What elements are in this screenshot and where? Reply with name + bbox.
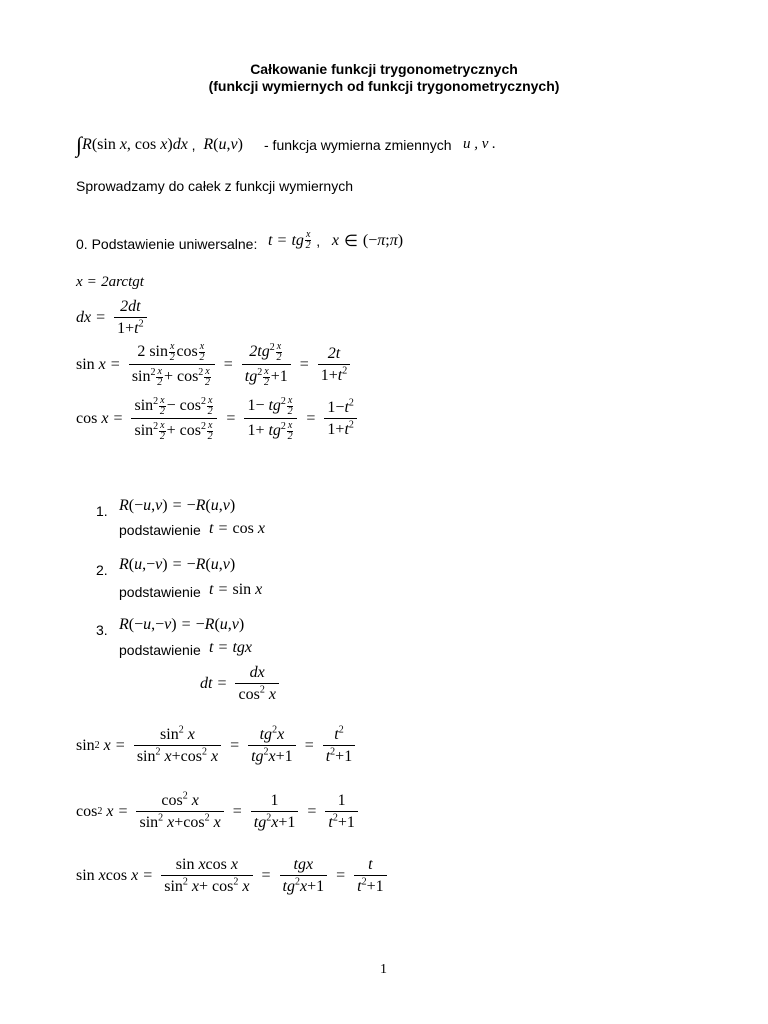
case1-sub-label: podstawienie — [119, 522, 201, 538]
case2-substitution: t = sin x — [209, 581, 263, 598]
case3-sub-label: podstawienie — [119, 642, 201, 658]
cos2x-formula: cos 2 x = $\frac{\cos^2 x}{\sin^2 x+\cos^2 x}$ = $\frac{1}{tg^2x+1}$ = $\frac{1}{t^2+1}$ — [76, 792, 362, 833]
sinx-formula: sin x = 2 sin $\frac{x}{2}$ cos $\frac{x}{2}$ $\sin^2$ $\frac{x}{2}$ + $\cos^2$ $\frac{x}{2}$ = $2tg^2$ $\frac{x}{2}$ $tg^2$ $\frac{x}{2}$ +1 = $\frac{2t}{1+t^2}$ — [76, 342, 354, 388]
case1-substitution: t = cos x — [209, 520, 265, 537]
universal-substitution: t = tg x 2 , x ∈ ( − π ; π ) — [268, 229, 404, 251]
x-arctg: x = 2arctgt — [76, 274, 144, 290]
dx-formula: dx = $\frac{2dt}{1+t^2}$ — [76, 298, 151, 339]
intro-vars: u , v . — [463, 136, 496, 152]
item0-label: 0. Podstawienie uniwersalne: — [76, 236, 258, 252]
case1-number: 1. — [96, 503, 108, 519]
page-number: 1 — [380, 962, 387, 977]
intro-text: - funkcja wymierna zmiennych — [264, 137, 452, 153]
integral-expression: ∫ R (sin x , cos x ) dx , R ( u , v ) — [76, 132, 243, 157]
case2-condition: R ( u ,− v ) = − R ( u , v ) — [119, 556, 236, 573]
sin2x-formula: sin 2 x = $\frac{\sin^2 x}{\sin^2 x+\cos^2 x}$ = $\frac{tg^2x}{tg^2x+1}$ = $\frac{t^2}{t^2+1}$ — [76, 726, 359, 767]
case3-number: 3. — [96, 622, 108, 638]
cosx-formula: cos x = $\sin^2$ $\frac{x}{2}$ − $\cos^2$ $\frac{x}{2}$ $\sin^2$ $\frac{x}{2}$ + $\cos^2$ $\frac{x}{2}$ = $1- tg^2$ $\frac{x}{2}$ $1+ tg^2$ $\frac{x}{2}$ = $\frac{1-t^2}{1+t^2}$ — [76, 396, 361, 442]
case3-condition: R (− u ,− v ) = − R ( u , v ) — [119, 616, 245, 633]
case1-condition: R (− u , v ) = − R ( u , v ) — [119, 497, 236, 514]
page-title-line1: Całkowanie funkcji trygonometrycznych — [250, 61, 518, 77]
case3-substitution: t = tgx — [209, 639, 253, 656]
dt-formula: dt = $\frac{dx}{\cos^2 x}$ — [200, 664, 283, 705]
sinxcosx-formula: sin x cos x = $\frac{\text{sin xcos x}}{\sin^2 x+ \cos^2 x}$ = $\frac{\text{tgx}}{tg^2x+1}$ = $\frac{t}{t^2+1}$ — [76, 856, 391, 897]
reduce-text: Sprowadzamy do całek z funkcji wymiernych — [76, 178, 353, 194]
case2-sub-label: podstawienie — [119, 584, 201, 600]
page-title-line2: (funkcji wymiernych od funkcji trygonometrycznych) — [208, 78, 560, 94]
case2-number: 2. — [96, 562, 108, 578]
